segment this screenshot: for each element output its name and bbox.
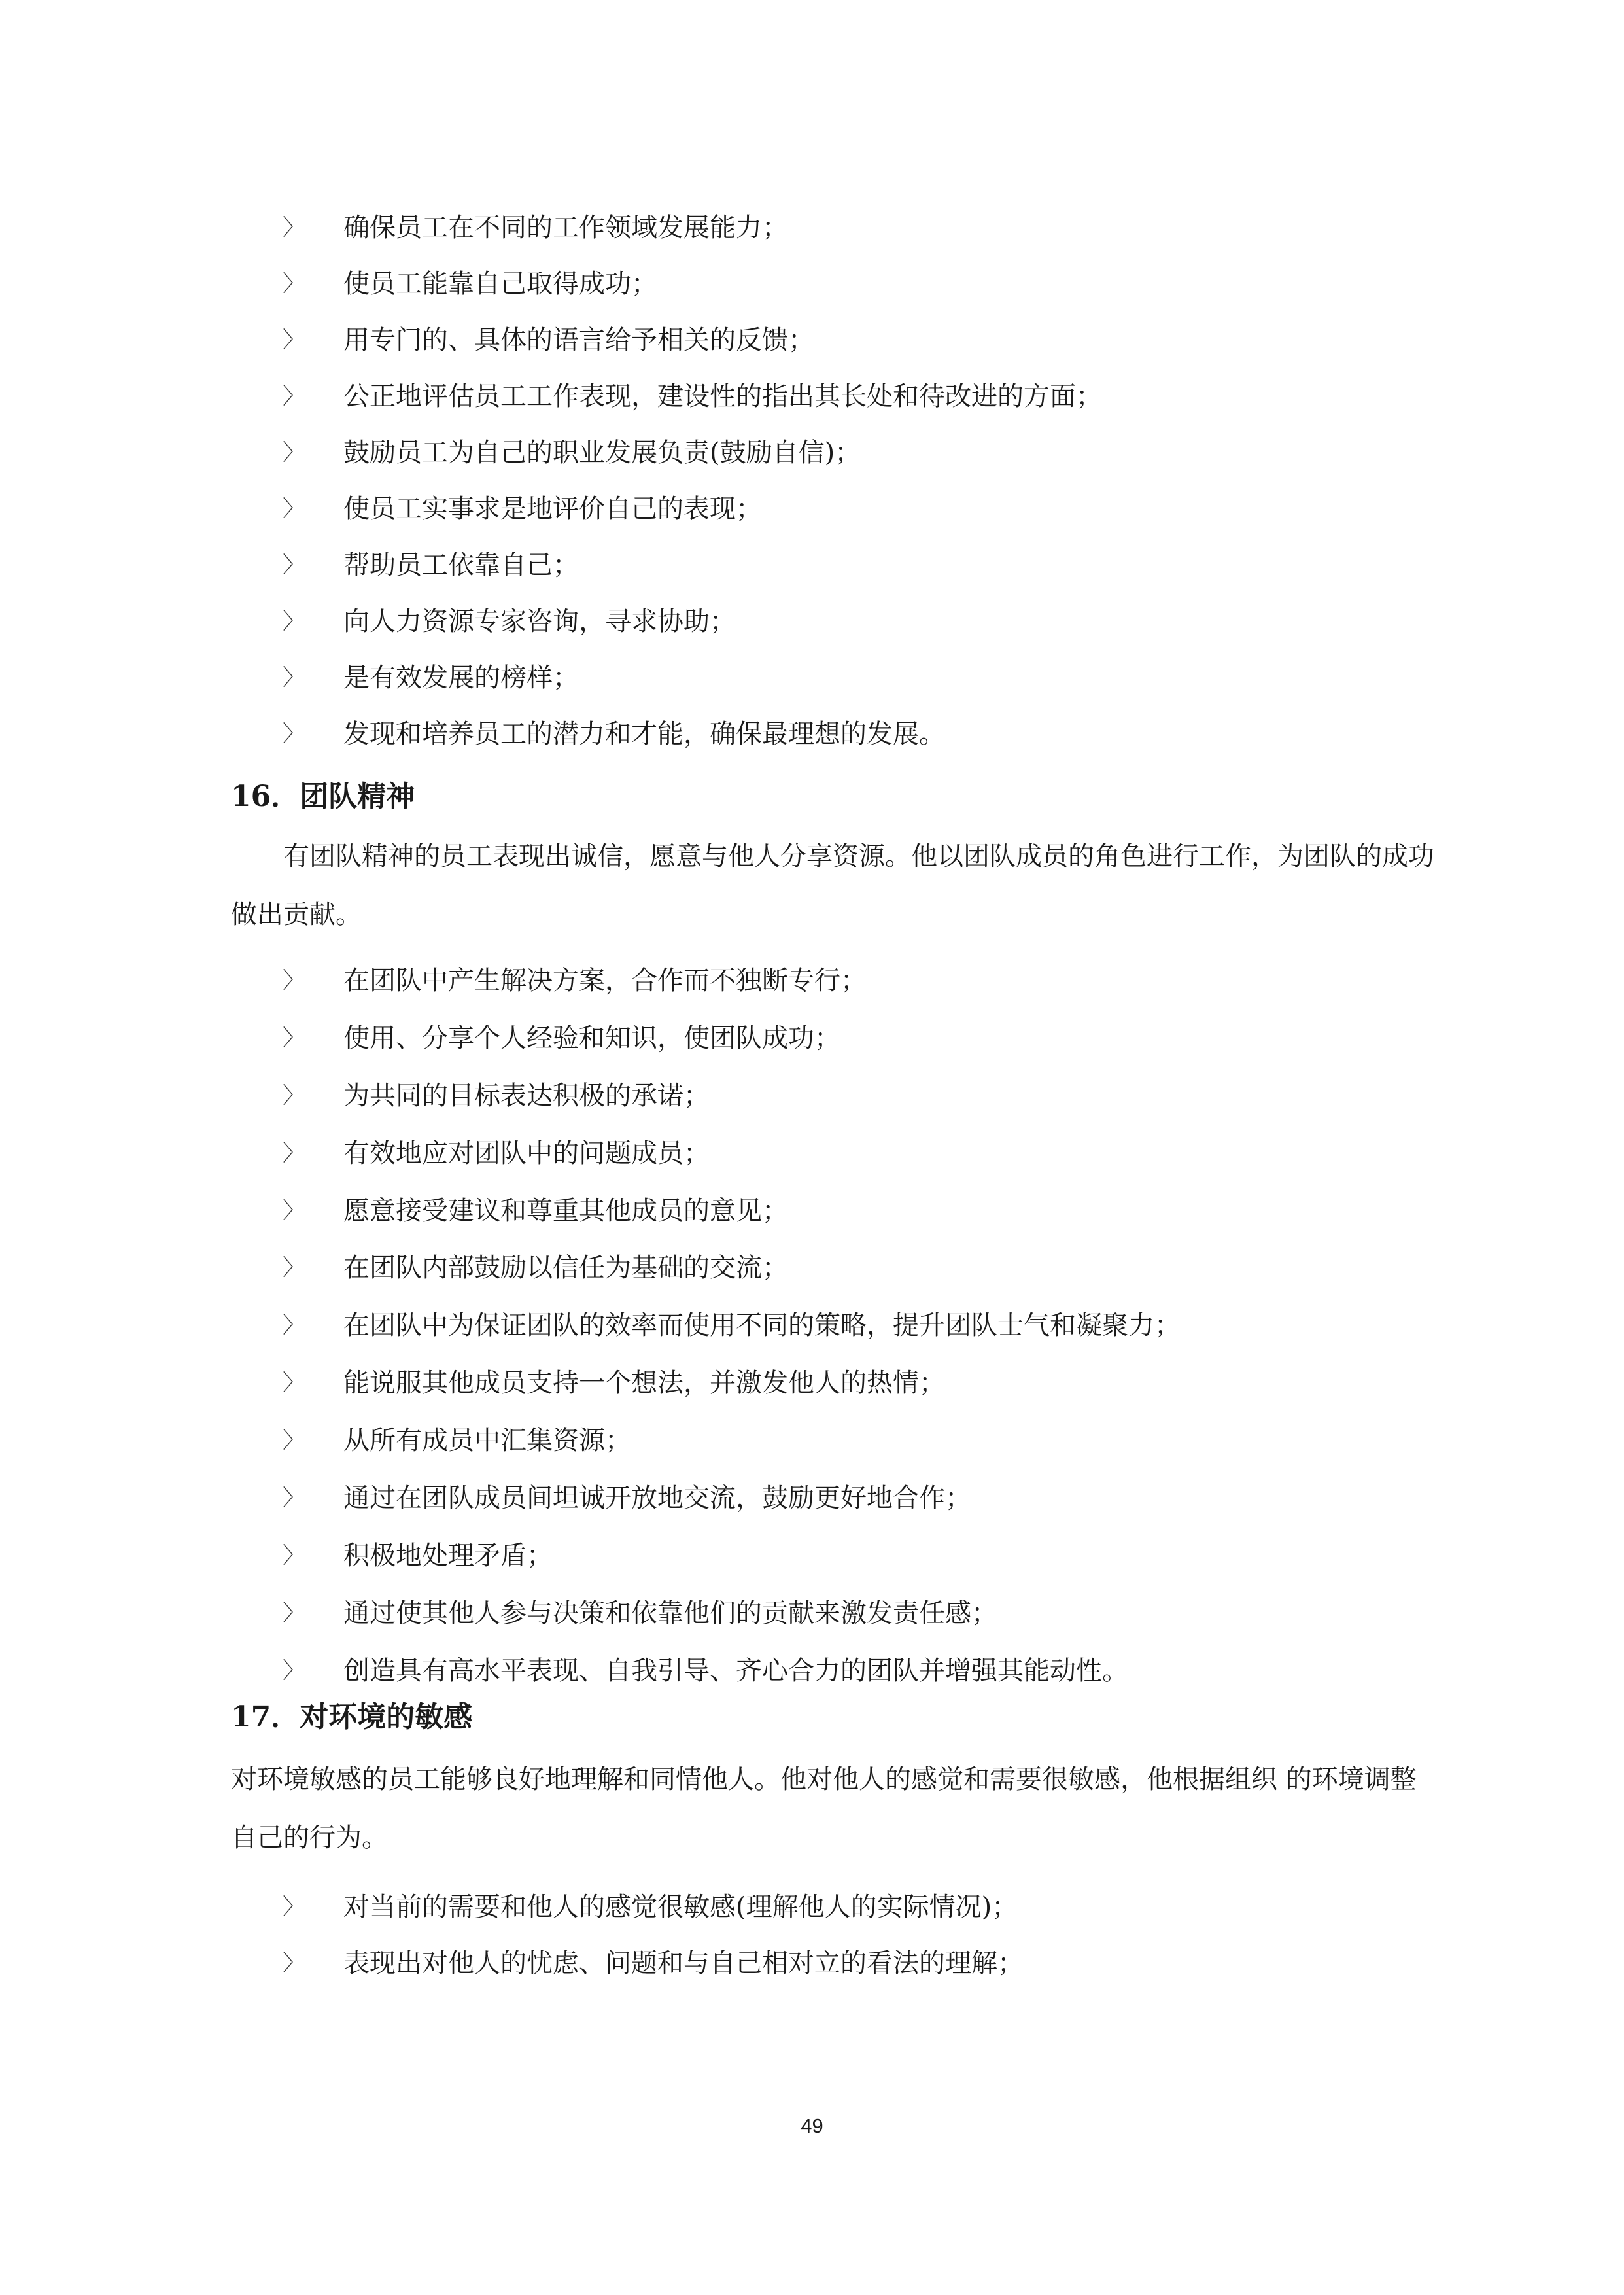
list-item-text: 在团队内部鼓励以信任为基础的交流； (343, 1253, 788, 1284)
bullet-marker: 〉 (283, 1485, 305, 1512)
list-item (0, 1412, 1624, 1470)
list-item (0, 1470, 1624, 1528)
bullet-marker: 〉 (283, 1894, 305, 1920)
bullet-marker: 〉 (283, 1542, 305, 1569)
list-item (0, 650, 1624, 706)
section-17-paragraph: 对环境敏感的员工能够良好地理解和同情他人。他对他人的感觉和需要很敏感，他根据组织 的环境调整自己的行为。 (231, 1764, 1417, 1853)
list-item-text: 能说服其他成员支持一个想法，并激发他人的热情； (343, 1368, 945, 1399)
list-item (0, 1068, 1624, 1125)
bullet-marker: 〉 (283, 1025, 305, 1051)
list-item-text: 是有效发展的榜样； (343, 663, 579, 693)
bullet-marker: 〉 (283, 383, 305, 410)
bullet-marker: 〉 (283, 215, 305, 241)
list-item (0, 481, 1624, 537)
list-item-text: 通过使其他人参与决策和依靠他们的贡献来激发责任感； (343, 1598, 997, 1628)
list-item-text: 鼓励员工为自己的职业发展负责(鼓励自信)； (343, 438, 861, 468)
list-item-text: 使员工能靠自己取得成功； (343, 269, 657, 299)
list-item-text: 发现和培养员工的潜力和才能，确保最理想的发展。 (343, 719, 945, 749)
bullet-marker: 〉 (283, 1370, 305, 1397)
list-item (0, 368, 1624, 425)
list-item (0, 706, 1624, 762)
list-item-text: 创造具有高水平表现、自我引导、齐心合力的团队并增强其能动性。 (343, 1655, 1128, 1686)
list-item (0, 1585, 1624, 1643)
list-item-text: 愿意接受建议和尊重其他成员的意见； (343, 1195, 788, 1226)
section-15-bullet-list (0, 200, 1624, 762)
bullet-marker: 〉 (283, 1082, 305, 1109)
bullet-marker: 〉 (283, 1312, 305, 1339)
list-item (0, 1297, 1624, 1355)
section-16-bullet-list (0, 953, 1624, 1700)
section-16-paragraph: 有团队精神的员工表现出诚信，愿意与他人分享资源。他以团队成员的角色进行工作，为团队的成功做出贡献。 (231, 841, 1434, 930)
bullet-marker: 〉 (283, 1140, 305, 1166)
list-item (0, 1125, 1624, 1183)
list-item-text: 有效地应对团队中的问题成员； (343, 1138, 710, 1168)
list-item-text: 在团队中为保证团队的效率而使用不同的策略，提升团队士气和凝聚力； (343, 1310, 1181, 1341)
list-item (0, 312, 1624, 368)
bullet-marker: 〉 (283, 968, 305, 994)
list-item-text: 表现出对他人的忧虑、问题和与自己相对立的看法的理解； (343, 1948, 1024, 1978)
list-item (0, 1183, 1624, 1240)
list-item-text: 通过在团队成员间坦诚开放地交流，鼓励更好地合作； (343, 1483, 971, 1514)
list-item-text: 从所有成员中汇集资源； (343, 1426, 631, 1456)
list-item (0, 537, 1624, 593)
list-item (0, 200, 1624, 256)
bullet-marker: 〉 (283, 1950, 305, 1976)
list-item-text: 使员工实事求是地评价自己的表现； (343, 494, 762, 524)
list-item-text: 使用、分享个人经验和知识，使团队成功； (343, 1023, 840, 1053)
list-item (0, 1528, 1624, 1585)
list-item-text: 对当前的需要和他人的感觉很敏感(理解他人的实际情况)； (343, 1892, 1018, 1922)
bullet-marker: 〉 (283, 1197, 305, 1224)
list-item (0, 1935, 1624, 1991)
list-item-text: 为共同的目标表达积极的承诺； (343, 1080, 710, 1111)
list-item-text: 用专门的、具体的语言给予相关的反馈； (343, 325, 814, 355)
list-item (0, 1010, 1624, 1068)
list-item-text: 积极地处理矛盾； (343, 1540, 553, 1571)
bullet-marker: 〉 (283, 721, 305, 747)
bullet-marker: 〉 (283, 327, 305, 353)
bullet-marker: 〉 (283, 665, 305, 691)
section-17-heading: 17．对环境的敏感 (231, 1700, 473, 1734)
bullet-marker: 〉 (283, 1657, 305, 1684)
bullet-marker: 〉 (283, 1428, 305, 1454)
list-item (0, 1879, 1624, 1935)
list-item-text: 公正地评估员工工作表现，建设性的指出其长处和待改进的方面； (343, 381, 1102, 412)
bullet-marker: 〉 (283, 1255, 305, 1282)
list-item-text: 在团队中产生解决方案，合作而不独断专行； (343, 966, 867, 996)
bullet-marker: 〉 (283, 440, 305, 466)
bullet-marker: 〉 (283, 608, 305, 635)
bullet-marker: 〉 (283, 552, 305, 578)
bullet-marker: 〉 (283, 271, 305, 297)
list-item (0, 1643, 1624, 1700)
list-item (0, 425, 1624, 481)
page-number: 49 (801, 2114, 823, 2137)
list-item (0, 256, 1624, 312)
section-17-bullet-list (0, 1879, 1624, 1991)
list-item-text: 帮助员工依靠自己； (343, 550, 579, 580)
bullet-marker: 〉 (283, 1600, 305, 1626)
list-item (0, 1355, 1624, 1412)
bullet-marker: 〉 (283, 496, 305, 522)
list-item (0, 953, 1624, 1010)
list-item (0, 593, 1624, 650)
list-item-text: 向人力资源专家咨询，寻求协助； (343, 606, 736, 637)
list-item-text: 确保员工在不同的工作领域发展能力； (343, 213, 788, 243)
section-16-heading: 16．团队精神 (231, 780, 415, 813)
list-item (0, 1240, 1624, 1297)
